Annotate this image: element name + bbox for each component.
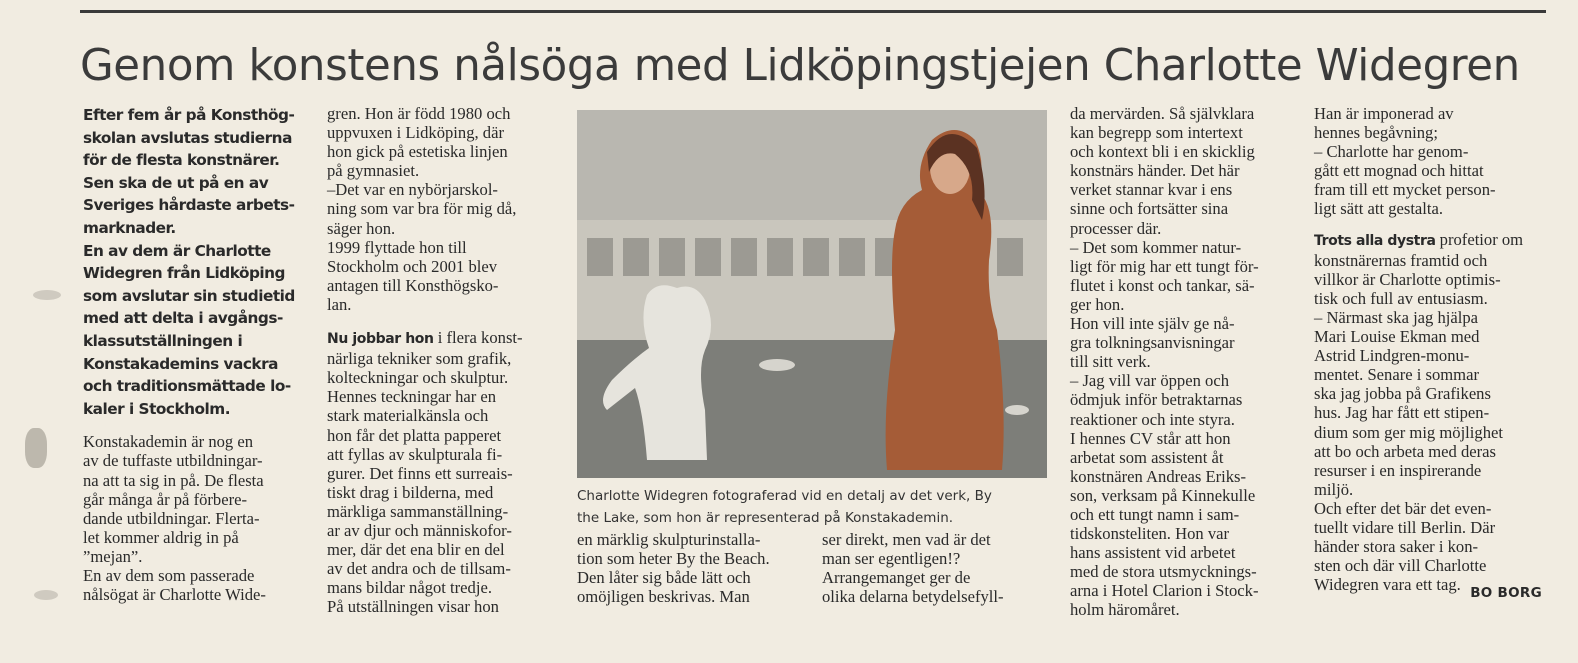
text-line: let kommer aldrig in på <box>83 527 239 547</box>
text-line: Han är imponerad av <box>1314 104 1454 123</box>
text-line: holm häromåret. <box>1070 600 1180 620</box>
headline: Genom konstens nålsöga med Lidköpingstjejen Charlotte Widegren <box>80 41 1520 91</box>
text-line: med de stora utsmycknings- <box>1070 562 1257 582</box>
text-line: tuellt vidare till Berlin. Där <box>1314 517 1496 537</box>
text-line: På utställningen visar hon <box>327 597 499 617</box>
text-line: och ett tungt namn i sam- <box>1070 504 1240 524</box>
text-line: 1999 flyttade hon till <box>327 237 467 257</box>
subhead-line <box>1314 230 1538 251</box>
text-line: Sen ska de ut på en av <box>83 173 269 192</box>
text-line: Astrid Lindgren-monu- <box>1314 346 1470 366</box>
scan-mark <box>25 428 47 468</box>
text-line: arna i Hotel Clarion i Stock- <box>1070 581 1259 601</box>
text-line: En av dem som passerade <box>83 565 255 585</box>
column-2 <box>327 104 551 616</box>
subhead-trots: Trots alla dystra <box>1314 232 1436 249</box>
text-line: av de tuffaste utbildningar- <box>83 451 263 471</box>
text-line: Widegren från Lidköping <box>83 264 286 283</box>
text-line: processer där. <box>1070 218 1162 238</box>
text-line: med att delta i avgångs- <box>83 309 283 328</box>
text-line: att fyllas av skulpturala fi- <box>327 444 503 464</box>
text-line: – Jag vill var öppen och <box>1070 371 1229 391</box>
text-line: miljö. <box>1314 479 1354 499</box>
text-line: Konstakademin är nog en <box>83 432 254 452</box>
text-line: uppvuxen i Lidköping, där <box>327 123 504 143</box>
text-line: hon gick på estetiska linjen <box>327 142 508 162</box>
text-line: da mervärden. Så självklara <box>1070 104 1255 123</box>
text-line: och traditionsmättade lo- <box>83 377 291 396</box>
text-line: Hon vill inte själv ge nå- <box>1070 314 1235 334</box>
text-line: Stockholm och 2001 blev <box>327 256 498 276</box>
text-line: gra tolkningsanvisningar <box>1070 333 1235 353</box>
text-line: kan begrepp som intertext <box>1070 123 1243 143</box>
text-line: skolan avslutas studierna <box>83 128 292 147</box>
text-line: villkor är Charlotte optimis- <box>1314 269 1501 289</box>
text-line: mentet. Senare i sommar <box>1314 365 1479 385</box>
column-4 <box>822 530 1046 606</box>
text-line: ödmjuk inför betraktarnas <box>1070 390 1243 410</box>
text-line: Efter fem år på Konsthög- <box>83 106 295 124</box>
text-line: gren. Hon är född 1980 och <box>327 104 511 123</box>
text-line: för de flesta konstnärer. <box>83 151 280 170</box>
text-line: Mari Louise Ekman med <box>1314 327 1480 347</box>
text-line: man ser egentligen!? <box>822 549 961 569</box>
text-line: arbetat som assistent åt <box>1070 447 1224 467</box>
column-1 <box>83 104 297 604</box>
subhead-nu-jobbar: Nu jobbar hon <box>327 331 434 348</box>
text-line: olika delarna betydelsefyll- <box>822 587 1004 607</box>
caption-line: Charlotte Widegren fotograferad vid en detalj av det verk, By <box>577 488 992 504</box>
text-line: ska jag jobba på Grafikens <box>1314 384 1491 404</box>
text-line: gått ett mognad och hittat <box>1314 161 1484 181</box>
text-line: kaler i Stockholm. <box>83 399 231 418</box>
text-line: sinne och fortsätter sina <box>1070 199 1229 219</box>
text-line: Den låter sig både lätt och <box>577 568 751 588</box>
text-line: na att ta sig in på. De flesta <box>83 470 264 490</box>
text-line: konstnären Andreas Eriks- <box>1070 466 1247 486</box>
text-line: till sitt verk. <box>1070 352 1151 372</box>
text-line: tion som heter By the Beach. <box>577 549 770 569</box>
text-line: Arrangemanget ger de <box>822 568 971 588</box>
text-line: son, verksam på Kinnekulle <box>1070 485 1256 505</box>
text-line: konstnärernas framtid och <box>1314 250 1488 270</box>
text-line: ger hon. <box>1070 294 1125 314</box>
text-line: – Det som kommer natur- <box>1070 237 1242 257</box>
text-line: ar av djur och människofor- <box>327 520 512 540</box>
text-line: märkliga sammanställning- <box>327 501 509 521</box>
text-line: händer stora saker i kon- <box>1314 537 1479 557</box>
text-line: fram till ett mycket person- <box>1314 180 1496 200</box>
text-line: resurser i en inspirerande <box>1314 460 1482 480</box>
text-line: flutet i konst och tankar, sä- <box>1070 275 1255 295</box>
top-rule <box>80 10 1546 13</box>
photo-caption <box>577 485 1047 529</box>
column-6 <box>1314 104 1538 594</box>
subhead-line <box>327 328 551 349</box>
text-line: tidskonsteliten. Hon var <box>1070 524 1230 544</box>
text-line: antagen till Konsthögsko- <box>327 275 499 295</box>
article-photo <box>577 110 1047 478</box>
text-line: marknader. <box>83 218 176 237</box>
text-line: –Det var en nybörjarskol- <box>327 180 498 200</box>
text-line: klassutställningen i <box>83 331 243 350</box>
text-line: stark materialkänsla och <box>327 406 489 426</box>
text-line: mer, där det ena blir en del <box>327 540 505 560</box>
text-line: gurer. Det finns ett surreais- <box>327 463 513 483</box>
text-line: Och efter det bär det even- <box>1314 498 1492 518</box>
column-6-paragraph-2 <box>1314 251 1538 595</box>
text-line: tiskt drag i bilderna, med <box>327 482 494 502</box>
text-line: på gymnasiet. <box>327 161 420 181</box>
text-line: går många år på förbere- <box>83 489 247 509</box>
text-line: En av dem är Charlotte <box>83 241 271 260</box>
subhead-rest: i flera konst- <box>433 328 523 348</box>
text-line: sten och där vill Charlotte <box>1314 556 1487 576</box>
photo-illustration <box>577 110 1047 478</box>
text-line: reaktioner och inte styra. <box>1070 409 1235 429</box>
text-line: lan. <box>327 294 352 314</box>
text-line: Widegren vara ett tag. <box>1314 575 1461 595</box>
text-line: som avslutar sin studietid <box>83 286 295 305</box>
text-line: hans assistent vid arbetet <box>1070 543 1236 563</box>
scan-mark <box>33 290 61 300</box>
text-line: I hennes CV står att hon <box>1070 428 1231 448</box>
text-line: ning som var bra för mig då, <box>327 199 517 219</box>
scan-mark <box>34 590 58 600</box>
column-5 <box>1070 104 1294 620</box>
text-line: nålsögat är Charlotte Wide- <box>83 585 266 605</box>
text-line: hennes begåvning; <box>1314 123 1438 143</box>
text-line: ligt för mig har ett tungt för- <box>1070 256 1259 276</box>
text-line: ”mejan”. <box>83 546 143 566</box>
text-line: verket stannar kvar i ens <box>1070 180 1233 200</box>
text-line: Konstakademins vackra <box>83 354 278 373</box>
text-line: ligt sätt att gestalta. <box>1314 199 1444 219</box>
column-1-body <box>83 432 297 604</box>
text-line: – Charlotte har genom- <box>1314 142 1469 162</box>
text-line: dium som ger mig möjlighet <box>1314 422 1503 442</box>
text-line: omöjligen beskrivas. Man <box>577 587 750 607</box>
column-2-paragraph-2 <box>327 349 551 616</box>
column-2-paragraph-1 <box>327 104 551 314</box>
byline: BO BORG <box>1470 585 1542 601</box>
text-line: hus. Jag har fått ett stipen- <box>1314 403 1490 423</box>
text-line: Hennes teckningar har en <box>327 387 497 407</box>
column-3 <box>577 530 802 606</box>
subhead-rest: profetior om <box>1435 229 1524 249</box>
text-line: tisk och full av entusiasm. <box>1314 288 1488 308</box>
text-line: kolteckningar och skulptur. <box>327 368 509 388</box>
text-line: – Närmast ska jag hjälpa <box>1314 307 1479 327</box>
text-line: Sveriges hårdaste arbets- <box>83 196 295 215</box>
text-line: en märklig skulpturinstalla- <box>577 530 761 549</box>
text-line: dande utbildningar. Flerta- <box>83 508 260 528</box>
text-line: mans bildar något tredje. <box>327 578 492 598</box>
text-line: av det andra och de tillsam- <box>327 559 511 579</box>
text-line: att bo och arbeta med deras <box>1314 441 1496 461</box>
ingress <box>83 104 297 420</box>
text-line: och kontext bli i en skicklig <box>1070 142 1255 162</box>
text-line: konstnärs händer. Det här <box>1070 161 1240 181</box>
text-line: närliga tekniker som grafik, <box>327 349 512 369</box>
caption-line: the Lake, som hon är representerad på Konstakademin. <box>577 510 954 526</box>
column-6-paragraph-1 <box>1314 104 1538 219</box>
text-line: säger hon. <box>327 218 396 238</box>
text-line: ser direkt, men vad är det <box>822 530 991 549</box>
text-line: hon får det platta papperet <box>327 425 502 445</box>
